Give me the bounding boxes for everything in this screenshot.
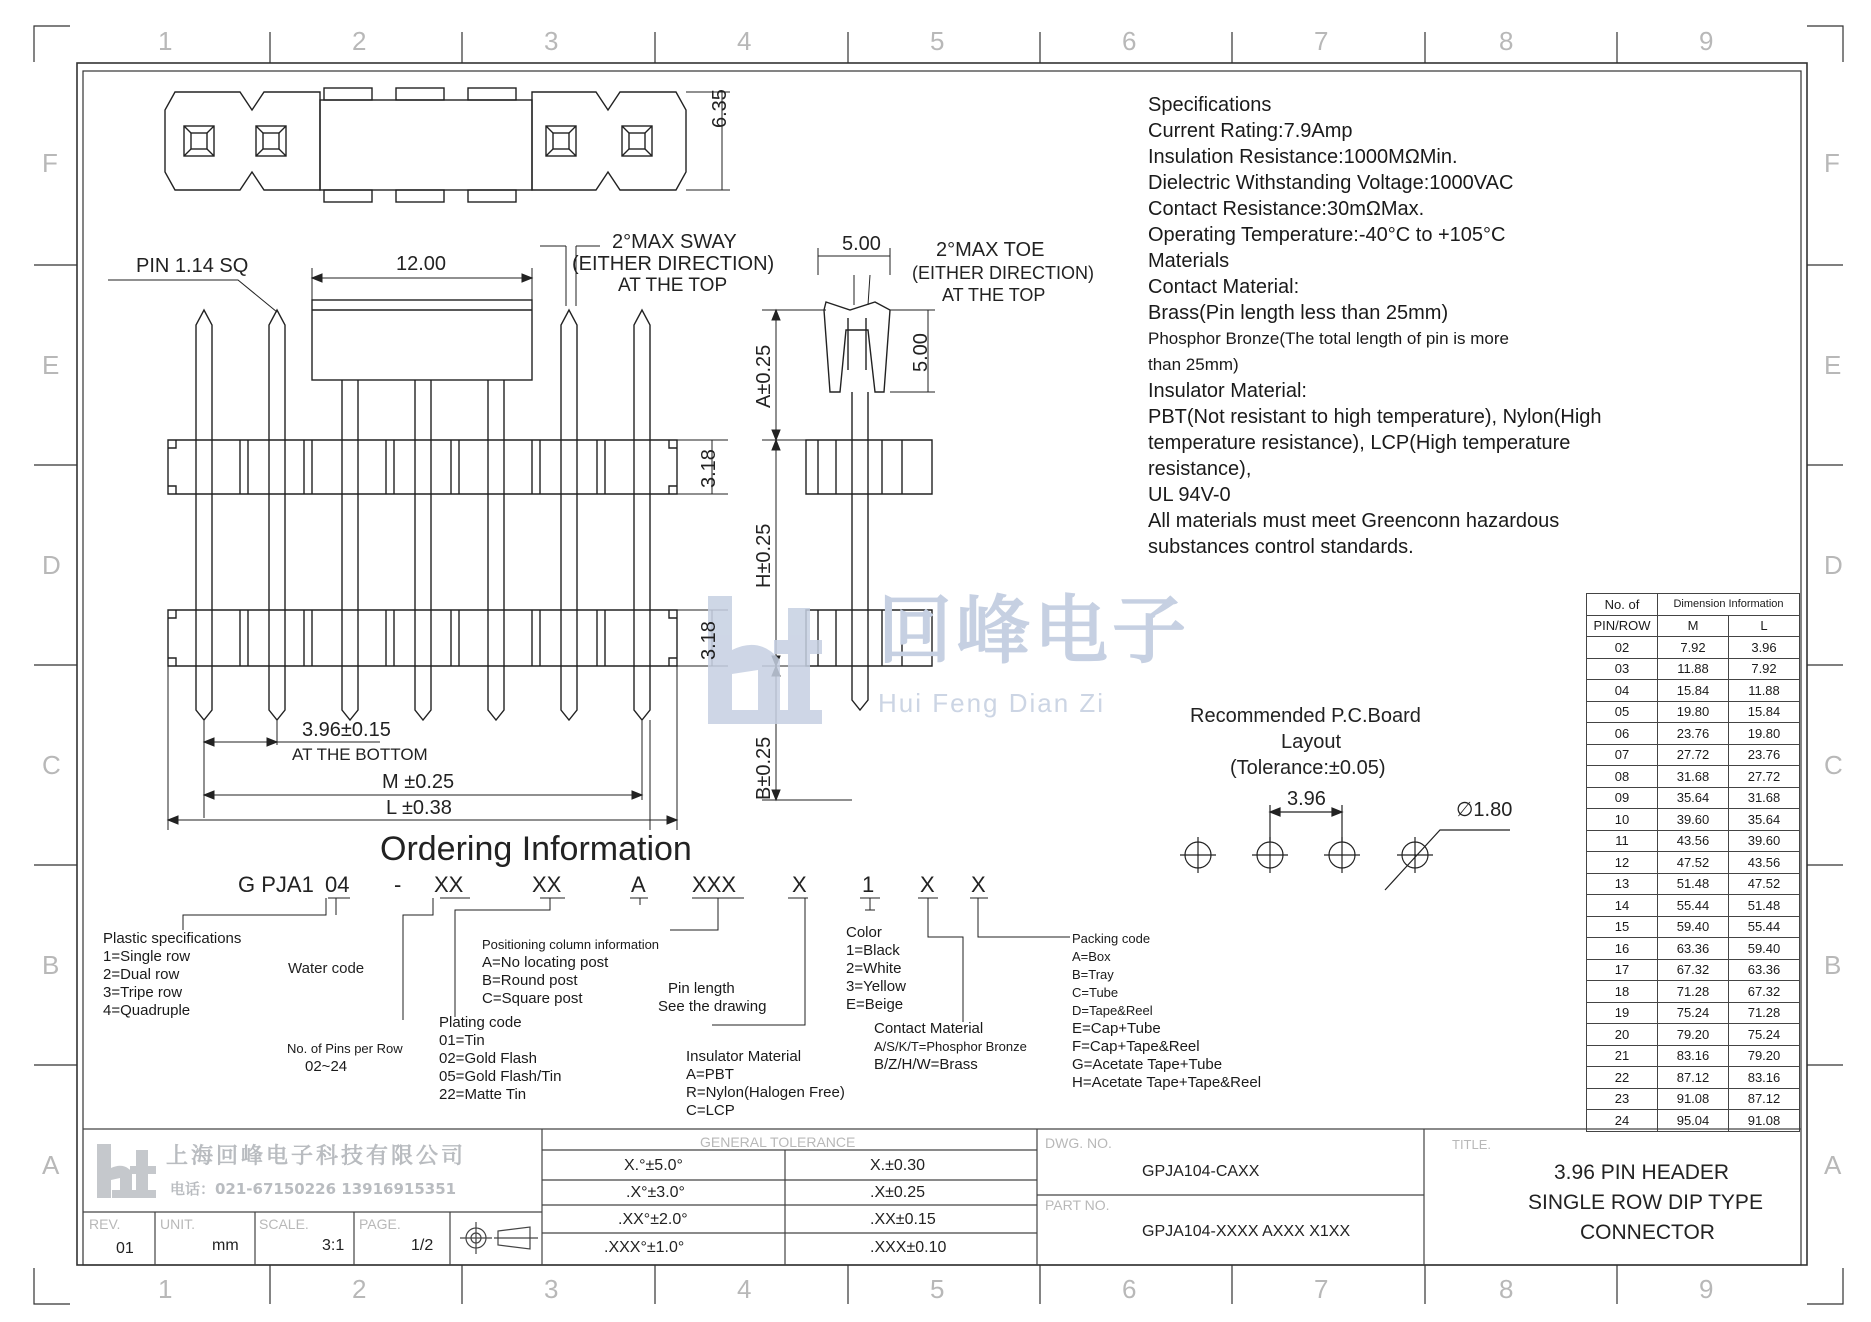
dim-pitch-note: AT THE BOTTOM — [292, 745, 428, 764]
zone-col-label: 4 — [737, 1274, 752, 1304]
tolerance-header: GENERAL TOLERANCE — [700, 1134, 856, 1150]
drawing-title-line: CONNECTOR — [1580, 1221, 1715, 1244]
spec-line: Contact Material: — [1148, 276, 1300, 298]
spec-line: substances control standards. — [1148, 536, 1414, 558]
legend-line: C=LCP — [686, 1102, 735, 1119]
legend-line: A/S/K/T=Phosphor Bronze — [874, 1039, 1027, 1054]
water-code-legend: Water code — [288, 960, 365, 977]
l-cell: 7.92 — [1729, 658, 1800, 680]
table-header-pinrow: PIN/ROW — [1587, 615, 1658, 637]
dim-3-18-lower: 3.18 — [698, 621, 720, 660]
legend-line: E=Beige — [846, 996, 904, 1013]
m-cell: 27.72 — [1658, 744, 1729, 766]
l-cell: 59.40 — [1729, 938, 1800, 960]
unit-label: UNIT. — [160, 1216, 195, 1232]
pin-count-cell: 05 — [1587, 701, 1658, 723]
sway-note-1: 2°MAX SWAY — [612, 231, 737, 253]
pin-count-cell: 23 — [1587, 1088, 1658, 1110]
packing-code-legend — [1072, 930, 1261, 1092]
zone-row-label: F — [1824, 148, 1840, 178]
l-cell: 51.48 — [1729, 895, 1800, 917]
legend-line: 05=Gold Flash/Tin — [439, 1068, 562, 1085]
pin-count-cell: 20 — [1587, 1024, 1658, 1046]
l-cell: 19.80 — [1729, 723, 1800, 745]
m-cell: 39.60 — [1658, 809, 1729, 831]
ordering-title: Ordering Information — [380, 830, 692, 868]
title-block-logo — [97, 1144, 156, 1198]
pin-count-cell: 22 — [1587, 1067, 1658, 1089]
legend-line: 02=Gold Flash — [439, 1050, 537, 1067]
zone-col-label: 8 — [1499, 26, 1514, 56]
tolerance-angle: .X°±3.0° — [626, 1184, 685, 1201]
table-row — [1587, 809, 1800, 831]
table-header-m: M — [1658, 615, 1729, 637]
m-cell: 59.40 — [1658, 916, 1729, 938]
m-cell: 7.92 — [1658, 637, 1729, 659]
table-row — [1587, 830, 1800, 852]
pcb-title-2: Layout — [1281, 731, 1342, 753]
legend-line: B=Tray — [1072, 967, 1114, 982]
unit-value: mm — [212, 1237, 239, 1254]
table-header-dim: Dimension Information — [1658, 594, 1800, 616]
pin-count-cell: 09 — [1587, 787, 1658, 809]
table-row — [1587, 1024, 1800, 1046]
spec-line: Insulator Material: — [1148, 380, 1307, 402]
legend-line: C=Square post — [482, 990, 583, 1007]
dimension-table — [1586, 593, 1800, 1132]
legend-line: E=Cap+Tube — [1072, 1020, 1161, 1037]
zone-row-label: B — [1824, 950, 1842, 980]
spec-line: Materials — [1148, 250, 1230, 272]
zone-row-label: A — [1824, 1150, 1842, 1180]
table-row — [1587, 658, 1800, 680]
dim-b: B±0.25 — [753, 736, 775, 800]
legend-line: 1=Single row — [103, 948, 191, 965]
table-row — [1587, 916, 1800, 938]
dim-12: 12.00 — [396, 253, 447, 275]
dim-a: A±0.25 — [753, 344, 775, 408]
corner-mark — [1807, 1268, 1843, 1304]
sway-note-3: AT THE TOP — [618, 275, 728, 296]
m-cell: 23.76 — [1658, 723, 1729, 745]
m-cell: 15.84 — [1658, 680, 1729, 702]
pin-count-cell: 24 — [1587, 1110, 1658, 1132]
title-label: TITLE. — [1452, 1137, 1492, 1152]
order-code-part: - — [394, 872, 402, 897]
table-row — [1587, 981, 1800, 1003]
legend-line: 22=Matte Tin — [439, 1086, 527, 1103]
l-cell: 39.60 — [1729, 830, 1800, 852]
legend-line: A=PBT — [686, 1066, 734, 1083]
spec-line: Phosphor Bronze(The total length of pin is more — [1148, 329, 1509, 348]
page-value: 1/2 — [411, 1237, 434, 1254]
pin-count-cell: 08 — [1587, 766, 1658, 788]
l-cell: 43.56 — [1729, 852, 1800, 874]
pin-count-cell: 19 — [1587, 1002, 1658, 1024]
pin-count-cell: 16 — [1587, 938, 1658, 960]
sway-note-2: (EITHER DIRECTION) — [572, 253, 775, 275]
tolerance-angle: X.°±5.0° — [624, 1157, 683, 1174]
dim-5-top: 5.00 — [842, 233, 881, 255]
zone-col-label: 7 — [1314, 1274, 1329, 1304]
table-row — [1587, 637, 1800, 659]
order-code-part: XX — [532, 872, 562, 897]
dwg-no-value: GPJA104-CAXX — [1142, 1163, 1260, 1180]
order-code-part: G PJA1 — [238, 872, 314, 897]
zone-col-label: 1 — [158, 26, 173, 56]
order-code-part: 1 — [862, 872, 875, 897]
plastic-spec-legend — [103, 930, 241, 1020]
zone-row-label: E — [1824, 350, 1842, 380]
table-header-no: No. of — [1587, 594, 1658, 616]
spec-line: than 25mm) — [1148, 355, 1239, 374]
m-cell: 51.48 — [1658, 873, 1729, 895]
table-row — [1587, 1045, 1800, 1067]
zone-col-label: 2 — [352, 1274, 367, 1304]
m-cell: 63.36 — [1658, 938, 1729, 960]
pcb-title-3: (Tolerance:±0.05) — [1230, 757, 1386, 779]
scale-label: SCALE. — [259, 1216, 309, 1232]
part-no-label: PART NO. — [1045, 1197, 1110, 1213]
dim-6-35: 6.35 — [709, 89, 731, 128]
m-cell: 55.44 — [1658, 895, 1729, 917]
legend-line: Positioning column information — [482, 937, 660, 952]
corner-mark — [34, 1268, 70, 1304]
toe-note-2: (EITHER DIRECTION) — [912, 263, 1094, 283]
spec-line: temperature resistance), LCP(High temperature — [1148, 432, 1571, 454]
legend-line: G=Acetate Tape+Tube — [1072, 1056, 1223, 1073]
tolerance-linear: .X±0.25 — [870, 1184, 926, 1201]
zone-row-label: B — [42, 950, 60, 980]
legend-line: A=Box — [1072, 949, 1111, 964]
l-cell: 55.44 — [1729, 916, 1800, 938]
m-cell: 71.28 — [1658, 981, 1729, 1003]
m-cell: 31.68 — [1658, 766, 1729, 788]
zone-col-label: 4 — [737, 26, 752, 56]
l-cell: 63.36 — [1729, 959, 1800, 981]
top-view — [165, 88, 730, 202]
corner-mark — [1807, 26, 1843, 62]
zone-col-label: 1 — [158, 1274, 173, 1304]
scale-value: 3:1 — [322, 1237, 345, 1254]
table-row — [1587, 723, 1800, 745]
company-phone: 电话：021-67150226 13916915351 — [170, 1180, 457, 1198]
table-row — [1587, 938, 1800, 960]
legend-line: 3=Yellow — [846, 978, 906, 995]
tolerance-linear: .XX±0.15 — [870, 1211, 936, 1228]
zone-col-label: 5 — [930, 26, 945, 56]
m-cell: 91.08 — [1658, 1088, 1729, 1110]
insulator-legend — [686, 1048, 845, 1120]
tolerance-linear: .XXX±0.10 — [870, 1239, 947, 1256]
m-cell: 87.12 — [1658, 1067, 1729, 1089]
pin-count-cell: 15 — [1587, 916, 1658, 938]
l-cell: 67.32 — [1729, 981, 1800, 1003]
pin-length-legend — [658, 980, 766, 1016]
legend-line: Plating code — [439, 1014, 522, 1031]
legend-line: 2=White — [846, 960, 902, 977]
spec-line: Current Rating:7.9Amp — [1148, 120, 1353, 142]
tolerance-angle: .XX°±2.0° — [618, 1211, 688, 1228]
table-row — [1587, 873, 1800, 895]
page-label: PAGE. — [359, 1216, 401, 1232]
zone-col-label: 5 — [930, 1274, 945, 1304]
pin-size-label: PIN 1.14 SQ — [136, 255, 249, 277]
front-dims — [108, 246, 728, 830]
pin-count-cell: 07 — [1587, 744, 1658, 766]
order-code-part: XX — [434, 872, 464, 897]
m-cell: 95.04 — [1658, 1110, 1729, 1132]
pin-count-cell: 02 — [1587, 637, 1658, 659]
legend-line: Color — [846, 924, 882, 941]
legend-line: Pin length — [668, 980, 735, 997]
toe-note-3: AT THE TOP — [942, 285, 1046, 305]
m-cell: 75.24 — [1658, 1002, 1729, 1024]
dim-h: H±0.25 — [753, 523, 775, 588]
order-code-part: X — [971, 872, 986, 897]
dim-m: M ±0.25 — [382, 771, 455, 793]
zone-row-label: F — [42, 148, 58, 178]
corner-mark — [34, 26, 70, 62]
pin-count-cell: 10 — [1587, 809, 1658, 831]
watermark-logo — [708, 596, 822, 724]
zone-col-label: 9 — [1699, 1274, 1714, 1304]
l-cell: 75.24 — [1729, 1024, 1800, 1046]
zone-row-label: C — [1824, 750, 1843, 780]
legend-line: R=Nylon(Halogen Free) — [686, 1084, 845, 1101]
dim-5-side: 5.00 — [910, 333, 932, 372]
pin-count-cell: 17 — [1587, 959, 1658, 981]
watermark-text-en: Hui Feng Dian Zi — [878, 688, 1106, 718]
legend-line: Insulator Material — [686, 1048, 802, 1065]
zone-col-label: 8 — [1499, 1274, 1514, 1304]
l-cell: 11.88 — [1729, 680, 1800, 702]
order-code-part: A — [631, 872, 646, 897]
l-cell: 23.76 — [1729, 744, 1800, 766]
l-cell: 83.16 — [1729, 1067, 1800, 1089]
legend-line: A=No locating post — [482, 954, 609, 971]
legend-line: 02~24 — [305, 1058, 348, 1075]
legend-line: H=Acetate Tape+Tape&Reel — [1072, 1074, 1262, 1091]
specifications-block — [1148, 92, 1602, 560]
zone-row-label: C — [42, 750, 61, 780]
spec-line: Dielectric Withstanding Voltage:1000VAC — [1148, 172, 1514, 194]
spec-line: Brass(Pin length less than 25mm) — [1148, 302, 1449, 324]
table-row — [1587, 1110, 1800, 1132]
l-cell: 71.28 — [1729, 1002, 1800, 1024]
table-header-l: L — [1729, 615, 1800, 637]
legend-line: Plastic specifications — [103, 930, 242, 947]
table-row — [1587, 680, 1800, 702]
spec-line: Contact Resistance:30mΩMax. — [1148, 198, 1425, 220]
drawing-title-line: 3.96 PIN HEADER — [1554, 1161, 1730, 1184]
legend-line: 2=Dual row — [103, 966, 180, 983]
legend-line: 1=Black — [846, 942, 900, 959]
table-row — [1587, 1088, 1800, 1110]
pins-per-row-legend — [287, 1040, 403, 1076]
l-cell: 79.20 — [1729, 1045, 1800, 1067]
color-legend — [846, 924, 906, 1014]
m-cell: 19.80 — [1658, 701, 1729, 723]
toe-note-1: 2°MAX TOE — [936, 239, 1045, 261]
pcb-title-1: Recommended P.C.Board — [1190, 705, 1421, 727]
l-cell: 31.68 — [1729, 787, 1800, 809]
order-code-part: 04 — [325, 872, 350, 897]
l-cell: 27.72 — [1729, 766, 1800, 788]
front-view — [168, 300, 677, 720]
contact-material-legend — [874, 1020, 1027, 1074]
spec-line: UL 94V-0 — [1148, 484, 1231, 506]
spec-line: Insulation Resistance:1000MΩMin. — [1148, 146, 1458, 168]
l-cell: 87.12 — [1729, 1088, 1800, 1110]
table-row — [1587, 959, 1800, 981]
pcb-pitch: 3.96 — [1287, 788, 1326, 810]
rev-label: REV. — [89, 1216, 121, 1232]
pin-count-cell: 03 — [1587, 658, 1658, 680]
pin-count-cell: 14 — [1587, 895, 1658, 917]
positioning-legend — [482, 936, 659, 1008]
m-cell: 83.16 — [1658, 1045, 1729, 1067]
legend-line: Contact Material — [874, 1020, 984, 1037]
legend-line: Packing code — [1072, 931, 1151, 946]
dim-l: L ±0.38 — [386, 797, 452, 819]
tolerance-linear: X.±0.30 — [870, 1157, 926, 1174]
table-row — [1587, 1002, 1800, 1024]
table-row — [1587, 744, 1800, 766]
spec-line: Operating Temperature:-40°C to +105°C — [1148, 224, 1506, 246]
pin-count-cell: 12 — [1587, 852, 1658, 874]
pcb-hole-diameter: ∅1.80 — [1456, 799, 1513, 821]
m-cell: 79.20 — [1658, 1024, 1729, 1046]
l-cell: 35.64 — [1729, 809, 1800, 831]
pin-count-cell: 13 — [1587, 873, 1658, 895]
dim-3-18-upper: 3.18 — [698, 449, 720, 488]
zone-col-label: 6 — [1122, 1274, 1137, 1304]
table-row — [1587, 701, 1800, 723]
zone-col-label: 6 — [1122, 26, 1137, 56]
legend-line: 3=Tripe row — [103, 984, 183, 1001]
spec-line: All materials must meet Greenconn hazardous — [1148, 510, 1560, 532]
m-cell: 43.56 — [1658, 830, 1729, 852]
order-code-part: X — [792, 872, 807, 897]
spec-line: PBT(Not resistant to high temperature), Nylon(High — [1148, 406, 1602, 428]
pin-count-cell: 21 — [1587, 1045, 1658, 1067]
order-code-part: X — [920, 872, 935, 897]
dim-pitch: 3.96±0.15 — [302, 719, 391, 741]
dwg-no-label: DWG. NO. — [1045, 1135, 1112, 1151]
legend-line: B/Z/H/W=Brass — [874, 1056, 978, 1073]
zone-row-label: E — [42, 350, 60, 380]
zone-row-label: D — [1824, 550, 1843, 580]
zone-col-label: 3 — [544, 26, 559, 56]
table-row — [1587, 852, 1800, 874]
legend-line: D=Tape&Reel — [1072, 1003, 1153, 1018]
pin-count-cell: 04 — [1587, 680, 1658, 702]
zone-col-label: 2 — [352, 26, 367, 56]
watermark-text-cn: 回峰电子 — [878, 589, 1190, 672]
legend-line: No. of Pins per Row — [287, 1041, 403, 1056]
zone-col-label: 7 — [1314, 26, 1329, 56]
pin-count-cell: 06 — [1587, 723, 1658, 745]
pin-count-cell: 18 — [1587, 981, 1658, 1003]
table-row — [1587, 895, 1800, 917]
table-row — [1587, 766, 1800, 788]
table-row — [1587, 1067, 1800, 1089]
drawing-title-line: SINGLE ROW DIP TYPE — [1528, 1191, 1763, 1214]
rev-value: 01 — [116, 1240, 134, 1257]
legend-line: 4=Quadruple — [103, 1002, 191, 1019]
zone-row-label: D — [42, 550, 61, 580]
zone-row-label: A — [42, 1150, 60, 1180]
l-cell: 91.08 — [1729, 1110, 1800, 1132]
l-cell: 15.84 — [1729, 701, 1800, 723]
plating-code-legend — [439, 1014, 561, 1104]
m-cell: 11.88 — [1658, 658, 1729, 680]
legend-line: See the drawing — [658, 998, 767, 1015]
tolerance-angle: .XXX°±1.0° — [604, 1239, 685, 1256]
spec-line: Specifications — [1148, 94, 1272, 116]
legend-line: C=Tube — [1072, 985, 1119, 1000]
l-cell: 47.52 — [1729, 873, 1800, 895]
part-no-value: GPJA104-XXXX AXXX X1XX — [1142, 1223, 1351, 1240]
m-cell: 47.52 — [1658, 852, 1729, 874]
legend-line: 01=Tin — [439, 1032, 485, 1049]
m-cell: 35.64 — [1658, 787, 1729, 809]
company-name: 上海回峰电子科技有限公司 — [166, 1144, 467, 1169]
l-cell: 3.96 — [1729, 637, 1800, 659]
pin-count-cell: 11 — [1587, 830, 1658, 852]
legend-line: B=Round post — [482, 972, 578, 989]
zone-col-label: 3 — [544, 1274, 559, 1304]
legend-line: F=Cap+Tape&Reel — [1072, 1038, 1200, 1055]
spec-line: resistance), — [1148, 458, 1252, 480]
order-code-part: XXX — [692, 872, 737, 897]
m-cell: 67.32 — [1658, 959, 1729, 981]
table-row — [1587, 787, 1800, 809]
zone-col-label: 9 — [1699, 26, 1714, 56]
